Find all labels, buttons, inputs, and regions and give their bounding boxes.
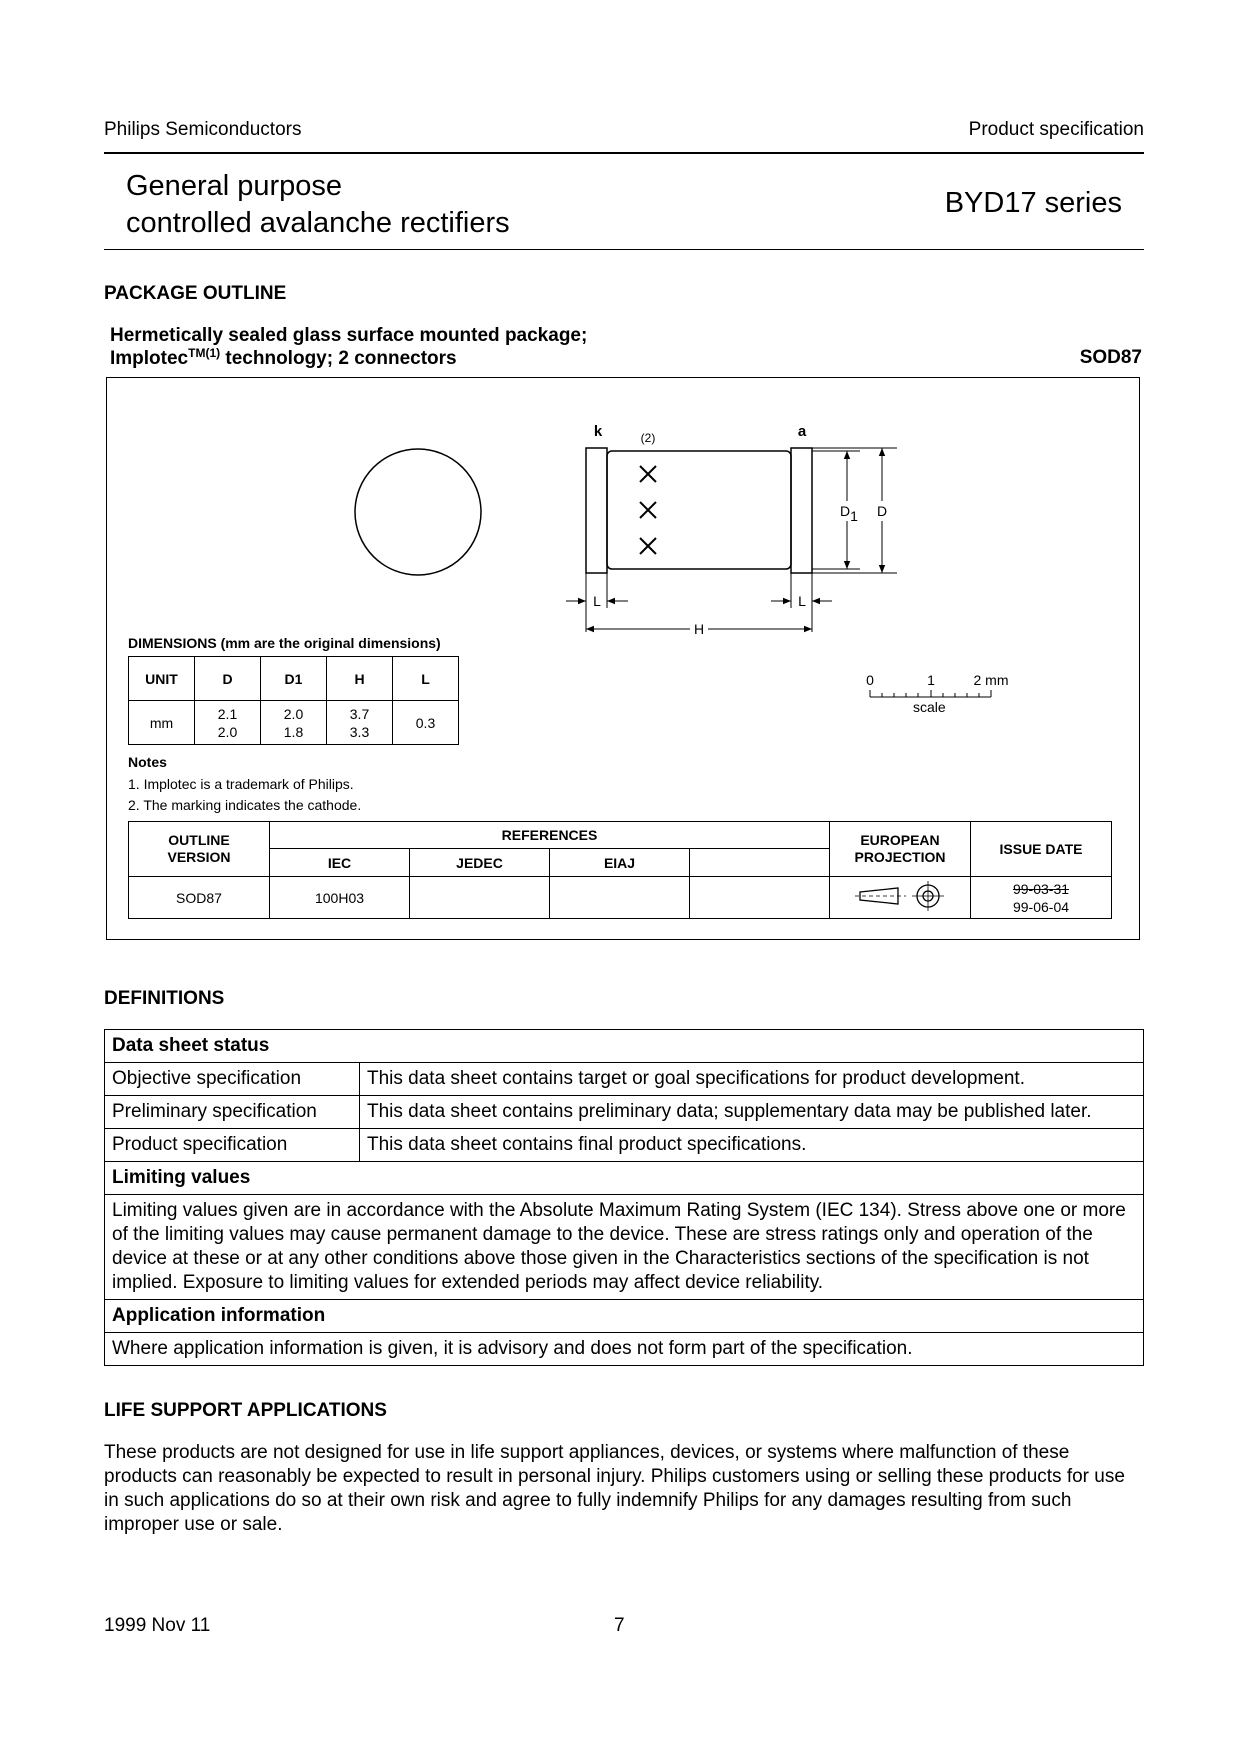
glass-body	[607, 451, 791, 569]
dim-l: 0.3	[393, 701, 459, 745]
dimensions-table	[128, 656, 459, 745]
dim-h-max: 3.7	[349, 705, 370, 722]
package-description-line-1: Hermetically sealed glass surface mounted package;	[110, 325, 588, 346]
dim-label-d: D	[877, 503, 888, 519]
eiaj-header: EIAJ	[550, 849, 690, 877]
title-line-1: General purpose	[126, 170, 343, 202]
marking-note-label: (2)	[640, 431, 656, 445]
references-spare-header	[690, 849, 830, 877]
application-info-text: Where application information is given, it is advisory and does not form part of the specification.	[105, 1333, 1144, 1366]
dim-header-d: D	[195, 657, 261, 701]
anode-connector	[791, 448, 812, 573]
dim-d-max: 2.1	[217, 705, 238, 722]
dimensions-title: DIMENSIONS (mm are the original dimensions)	[128, 635, 441, 651]
title-line-2: controlled avalanche rectifiers	[126, 207, 510, 239]
issue-date-new: 99-06-04	[1012, 898, 1070, 915]
european-projection-header: EUROPEAN PROJECTION	[830, 822, 971, 877]
life-support-text: These products are not designed for use in life support appliances, devices, or systems where malfunction of these products can reasonably be expected to result in personal injury. Philips customers using or selling these products for use in such applications do so at their own risk and agree to fully indemnify Philips for any damages resulting from such improper use or sale.	[104, 1442, 1125, 1535]
package-drawing	[0, 0, 1240, 700]
scale-tick-2: 2 mm	[973, 672, 1009, 688]
dim-d1-min: 1.8	[283, 723, 304, 740]
jedec-value	[410, 877, 550, 919]
european-projection-icon-cell	[830, 877, 971, 919]
references-table	[128, 821, 1112, 919]
iec-header: IEC	[270, 849, 410, 877]
definitions-heading: DEFINITIONS	[104, 988, 225, 1009]
package-code: SOD87	[1079, 347, 1142, 368]
status-name: Product specification	[105, 1129, 360, 1162]
end-view-circle	[355, 449, 481, 575]
cathode-marking-icon	[640, 466, 656, 554]
limiting-values-label: Limiting values	[105, 1162, 1144, 1195]
eiaj-value	[550, 877, 690, 919]
scale-tick-1: 1	[927, 672, 935, 688]
page-number: 7	[614, 1615, 625, 1636]
anode-label: a	[797, 423, 807, 440]
dim-d-min: 2.0	[217, 723, 238, 740]
technology-text: technology; 2 connectors	[220, 348, 457, 369]
dim-d1-max: 2.0	[283, 705, 304, 722]
issue-date-value	[971, 877, 1112, 919]
dim-header-unit: UNIT	[129, 657, 195, 701]
life-support-heading: LIFE SUPPORT APPLICATIONS	[104, 1400, 387, 1421]
scale-label: scale	[913, 699, 946, 715]
cathode-label: k	[593, 423, 603, 440]
dim-d1	[261, 701, 327, 745]
iec-value: 100H03	[270, 877, 410, 919]
references-spare-value	[690, 877, 830, 919]
header-company: Philips Semiconductors	[104, 119, 302, 140]
dim-label-h: H	[693, 621, 705, 637]
issue-date-old: 99-03-31	[1012, 880, 1070, 897]
header-doc-type: Product specification	[968, 119, 1144, 140]
status-name: Objective specification	[105, 1063, 360, 1096]
package-outline-heading: PACKAGE OUTLINE	[104, 283, 287, 304]
dim-header-l: L	[393, 657, 459, 701]
status-name: Preliminary specification	[105, 1096, 360, 1129]
references-header: REFERENCES	[270, 822, 830, 849]
product-series: BYD17 series	[944, 187, 1122, 219]
outline-version-value: SOD87	[129, 877, 270, 919]
scale-tick-0: 0	[866, 672, 874, 688]
footer-date: 1999 Nov 11	[104, 1615, 211, 1636]
status-text: This data sheet contains target or goal specifications for product development.	[360, 1063, 1144, 1096]
dim-header-d1: D1	[261, 657, 327, 701]
dim-d	[195, 701, 261, 745]
trademark-superscript: TM(1)	[188, 346, 221, 360]
issue-date-header: ISSUE DATE	[971, 822, 1112, 877]
cathode-connector	[586, 448, 607, 573]
projection-symbol-icon	[850, 881, 950, 911]
limiting-values-text: Limiting values given are in accordance with the Absolute Maximum Rating System (IEC 134). Stress above one or more of the limiting values may cause permanent damage to the device. These are stress ratings only and operation of the device at these or at any other conditions above those given in the Characteristics sections of the specification is not implied. Exposure to limiting values for extended periods may affect device reliability.	[105, 1195, 1144, 1300]
note-1: 1. Implotec is a trademark of Philips.	[128, 776, 354, 792]
application-info-label: Application information	[105, 1300, 1144, 1333]
outline-version-header: OUTLINE VERSION	[129, 822, 270, 877]
notes-heading: Notes	[128, 754, 167, 770]
data-sheet-status-label: Data sheet status	[105, 1030, 1144, 1063]
dim-h-min: 3.3	[349, 723, 370, 740]
jedec-header: JEDEC	[410, 849, 550, 877]
dim-label-d1: D1	[840, 503, 858, 524]
status-text: This data sheet contains preliminary data; supplementary data may be published later.	[360, 1096, 1144, 1129]
implotec-text: Implotec	[110, 348, 189, 369]
scale-bar	[870, 690, 991, 697]
dim-label-l-left: L	[593, 593, 601, 609]
definitions-table	[104, 1029, 1144, 1366]
dim-header-h: H	[327, 657, 393, 701]
dim-label-l-right: L	[798, 593, 806, 609]
note-2: 2. The marking indicates the cathode.	[128, 797, 362, 813]
dim-h	[327, 701, 393, 745]
status-text: This data sheet contains final product specifications.	[360, 1129, 1144, 1162]
dim-unit: mm	[129, 701, 195, 745]
